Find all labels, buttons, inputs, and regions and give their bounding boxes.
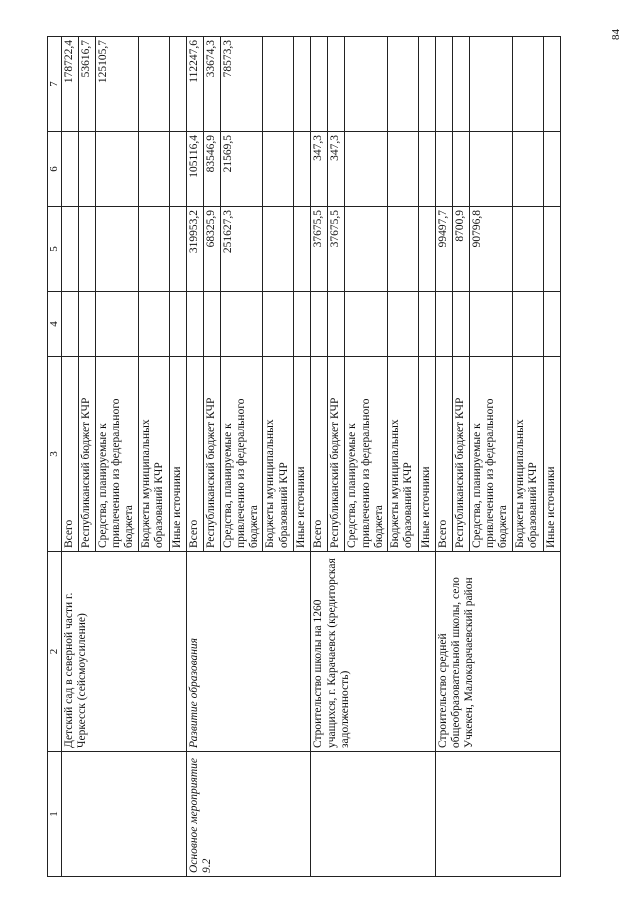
table-row (186, 37, 203, 877)
funding-source-cell: Средства, планируемые к привлечению из федерального бюджета (220, 357, 263, 552)
amount-cell: 112247,6 (186, 37, 203, 132)
amount-cell (79, 207, 96, 292)
amount-cell (387, 207, 418, 292)
col-header: 7 (48, 37, 62, 132)
funding-source-cell: Иные источники (169, 357, 186, 552)
amount-cell (469, 37, 512, 132)
amount-cell (263, 292, 294, 357)
amount-cell (294, 207, 311, 292)
budget-table (47, 36, 561, 877)
amount-cell (345, 207, 388, 292)
funding-source-cell: Иные источники (543, 357, 560, 552)
amount-cell (328, 292, 345, 357)
amount-cell (138, 207, 169, 292)
amount-cell (387, 37, 418, 132)
amount-cell (62, 132, 79, 207)
table-row (435, 37, 452, 877)
amount-cell (418, 207, 435, 292)
amount-cell (328, 37, 345, 132)
funding-source-cell: Бюджеты муниципальных образований КЧР (387, 357, 418, 552)
amount-cell (96, 292, 139, 357)
amount-cell (138, 132, 169, 207)
funding-source-cell: Всего (62, 357, 79, 552)
amount-cell (96, 207, 139, 292)
rotated-table-container (47, 37, 617, 877)
funding-source-cell: Бюджеты муниципальных образований КЧР (512, 357, 543, 552)
funding-source-cell: Республиканский бюджет КЧР (79, 357, 96, 552)
funding-source-cell: Средства, планируемые к привлечению из федерального бюджета (469, 357, 512, 552)
column-number-row (48, 37, 62, 877)
amount-cell (387, 132, 418, 207)
activity-code-cell (62, 752, 187, 877)
amount-cell (169, 292, 186, 357)
amount-cell: 8700,9 (452, 207, 469, 292)
amount-cell (79, 132, 96, 207)
col-header: 3 (48, 357, 62, 552)
amount-cell (169, 37, 186, 132)
col-header: 6 (48, 132, 62, 207)
page-number: 84 (610, 29, 622, 40)
amount-cell (543, 207, 560, 292)
funding-source-cell: Всего (311, 357, 328, 552)
amount-cell: 251627,3 (220, 207, 263, 292)
funding-source-cell: Республиканский бюджет КЧР (452, 357, 469, 552)
amount-cell (311, 292, 328, 357)
amount-cell (435, 132, 452, 207)
amount-cell (138, 292, 169, 357)
amount-cell: 68325,9 (203, 207, 220, 292)
activity-code-cell (435, 752, 560, 877)
amount-cell (435, 292, 452, 357)
amount-cell: 78573,3 (220, 37, 263, 132)
amount-cell (263, 207, 294, 292)
amount-cell (512, 37, 543, 132)
amount-cell: 125105,7 (96, 37, 139, 132)
amount-cell (294, 292, 311, 357)
activity-name-cell: Строительство средней общеобразовательной школы, село Учкекен, Малокарачаевский район (435, 552, 560, 752)
funding-source-cell: Средства, планируемые к привлечению из федерального бюджета (345, 357, 388, 552)
funding-source-cell: Средства, планируемые к привлечению из федерального бюджета (96, 357, 139, 552)
amount-cell (512, 207, 543, 292)
amount-cell (169, 207, 186, 292)
table-row (62, 37, 79, 877)
amount-cell (418, 292, 435, 357)
amount-cell (220, 292, 263, 357)
amount-cell (452, 292, 469, 357)
amount-cell: 105116,4 (186, 132, 203, 207)
col-header: 4 (48, 292, 62, 357)
amount-cell (294, 37, 311, 132)
amount-cell (387, 292, 418, 357)
col-header: 2 (48, 552, 62, 752)
amount-cell (345, 292, 388, 357)
col-header: 1 (48, 752, 62, 877)
amount-cell (263, 132, 294, 207)
amount-cell: 90796,8 (469, 207, 512, 292)
amount-cell (512, 292, 543, 357)
amount-cell (543, 37, 560, 132)
funding-source-cell: Бюджеты муниципальных образований КЧР (138, 357, 169, 552)
amount-cell (418, 132, 435, 207)
amount-cell (435, 37, 452, 132)
amount-cell: 99497,7 (435, 207, 452, 292)
amount-cell (345, 37, 388, 132)
activity-name-cell: Строительство школы на 1260 учащихся, г. Карачаевск (кредиторская задолженность) (311, 552, 436, 752)
amount-cell (62, 207, 79, 292)
funding-source-cell: Иные источники (294, 357, 311, 552)
amount-cell (345, 132, 388, 207)
amount-cell: 21569,5 (220, 132, 263, 207)
amount-cell (203, 292, 220, 357)
amount-cell (543, 292, 560, 357)
amount-cell (452, 132, 469, 207)
table-row (311, 37, 328, 877)
amount-cell (62, 292, 79, 357)
amount-cell: 53616,7 (79, 37, 96, 132)
activity-name-cell: Развитие образования (186, 552, 311, 752)
activity-name-cell: Детский сад в северной части г. Черкесск (сейсмоусиление) (62, 552, 187, 752)
amount-cell (79, 292, 96, 357)
activity-code-cell: Основное мероприятие 9.2 (186, 752, 311, 877)
funding-source-cell: Всего (186, 357, 203, 552)
amount-cell: 319953,2 (186, 207, 203, 292)
amount-cell (469, 132, 512, 207)
amount-cell (512, 132, 543, 207)
amount-cell: 37675,5 (311, 207, 328, 292)
amount-cell (543, 132, 560, 207)
funding-source-cell: Республиканский бюджет КЧР (203, 357, 220, 552)
amount-cell (186, 292, 203, 357)
amount-cell: 347,3 (311, 132, 328, 207)
amount-cell (418, 37, 435, 132)
table-body (62, 37, 561, 877)
funding-source-cell: Бюджеты муниципальных образований КЧР (263, 357, 294, 552)
amount-cell (138, 37, 169, 132)
amount-cell: 347,3 (328, 132, 345, 207)
funding-source-cell: Всего (435, 357, 452, 552)
amount-cell: 178722,4 (62, 37, 79, 132)
amount-cell (263, 37, 294, 132)
funding-source-cell: Республиканский бюджет КЧР (328, 357, 345, 552)
amount-cell (469, 292, 512, 357)
funding-source-cell: Иные источники (418, 357, 435, 552)
amount-cell (294, 132, 311, 207)
amount-cell: 37675,5 (328, 207, 345, 292)
amount-cell (311, 37, 328, 132)
activity-code-cell (311, 752, 436, 877)
amount-cell: 83546,9 (203, 132, 220, 207)
amount-cell (452, 37, 469, 132)
amount-cell (169, 132, 186, 207)
col-header: 5 (48, 207, 62, 292)
amount-cell (96, 132, 139, 207)
amount-cell: 33674,3 (203, 37, 220, 132)
